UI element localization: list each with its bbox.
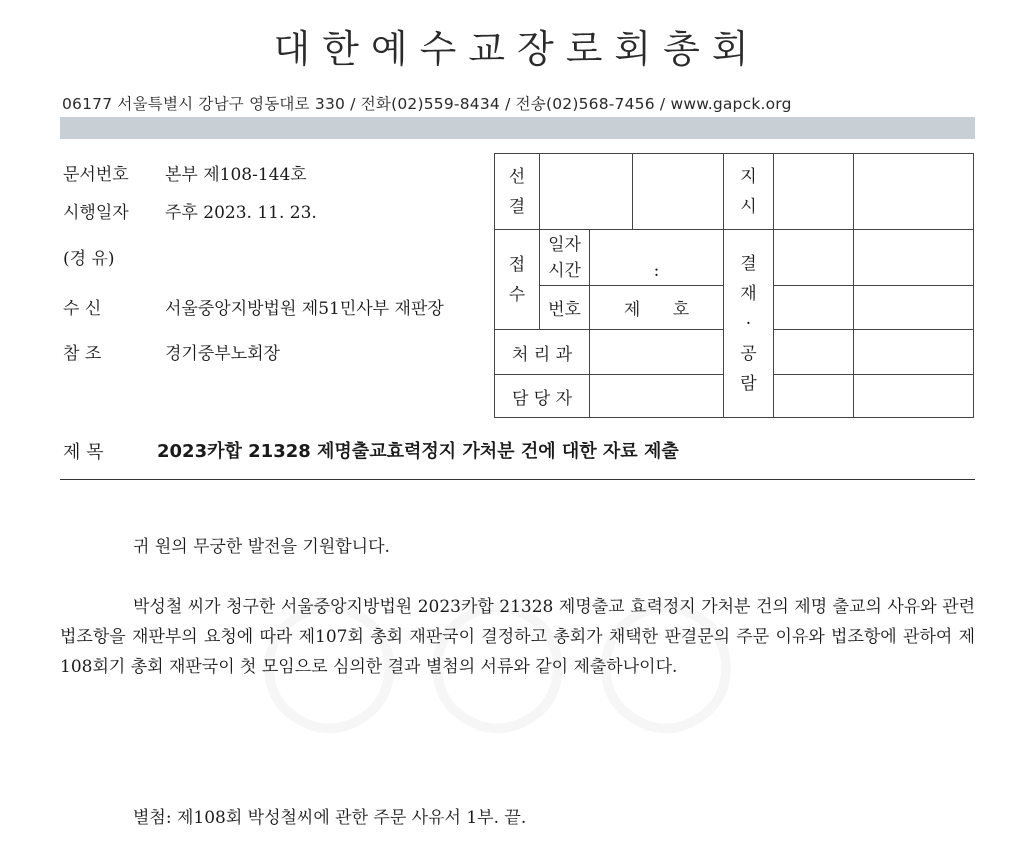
ji-si-cell [724,154,774,230]
issue-date-value: 주후 2023. 11. 23. [165,203,317,223]
issue-date-label: 시행일자 [63,203,129,223]
ji-char: 지 [740,166,757,187]
gyeol-char-2: 결 [740,253,757,274]
process-value-cell [590,330,724,375]
org-name: 대한예수교장로회총회 [273,27,761,71]
number-label: 번호 [548,300,581,320]
dot-char: · [745,313,752,334]
jeop-char: 접 [508,254,526,275]
ji-si-box-1 [774,154,854,230]
gyeol-jae-gong-ram-cell [724,230,774,418]
via-row [63,244,115,269]
su-char: 수 [508,284,526,305]
via-label: (경 유) [63,249,115,269]
body-paragraph: 박성철 씨가 청구한 서울중앙지방법원 2023카합 21328 제명출교 효력정지 가처분 건의 제명 출교의 사유와 관련 법조항을 재판부의 요청에 따라 제107회 총회 재판국이 결정하고 총회가 채택한 판결문의 주문 이유와 법조항에 관하여 제108회기 총회 재판국이 첫 모임으로 심의한 결과 별첨의 서류와 같이 제출하나이다. [60,597,975,677]
subject-label: 제 목 [63,442,104,463]
cc-value: 경기중부노회장 [165,344,280,364]
jae-char: 재 [740,283,757,304]
approval-table [494,153,974,418]
gyeol-box-1a [774,230,854,286]
number-value: 제 호 [623,300,690,320]
org-address: 06177 서울특별시 강남구 영동대로 330 / 전화(02)559-8434 / 전송(02)568-7456 / www.gapck.org [62,95,792,113]
gyeol-box-4a [774,375,854,418]
greeting: 귀 원의 무궁한 발전을 기원합니다. [133,537,390,557]
recipient-value: 서울중앙지방법원 제51민사부 재판장 [165,299,444,319]
manager-value-cell [590,375,724,418]
cc-label: 참 조 [63,344,102,364]
doc-number-label: 문서번호 [63,165,129,185]
recipient-label: 수 신 [63,299,102,319]
gong-char: 공 [740,343,757,364]
process-label-cell [495,330,590,375]
date-label: 일자 [548,234,581,255]
doc-number-value: 본부 제108-144호 [165,165,307,185]
date-time-label-cell [540,230,590,286]
seon-gyeol-cell [495,154,540,230]
gyeol-box-2b [854,286,974,330]
issue-date-row [63,198,317,223]
ram-char: 람 [740,373,757,394]
manager-label: 담 당 자 [511,388,573,409]
time-label: 시간 [548,260,581,281]
process-label: 처 리 과 [511,344,573,365]
recipient-row [63,294,444,319]
gyeol-box-1b [854,230,974,286]
cc-row [63,339,280,364]
date-time-value-cell [590,230,724,286]
gyeol-box-4b [854,375,974,418]
manager-label-cell [495,375,590,418]
gyeol-box-3a [774,330,854,375]
attachment-line: 별첨: 제108회 박성철씨에 관한 주문 사유서 1부. 끝. [133,808,527,828]
seon-gyeol-box-2 [633,154,724,230]
jeop-su-cell [495,230,540,330]
number-label-cell [540,286,590,330]
ji-si-box-2 [854,154,974,230]
number-value-cell [590,286,724,330]
subject-divider [60,479,975,480]
gyeol-box-2a [774,286,854,330]
header-band [60,117,975,139]
doc-number-row [63,160,307,185]
gyeol-char: 결 [508,196,526,217]
gyeol-box-3b [854,330,974,375]
seon-char: 선 [508,166,526,187]
seon-gyeol-box-1 [540,154,633,230]
time-sep: : [653,260,660,281]
subject-text: 2023카합 21328 제명출교효력정지 가처분 건에 대한 자료 제출 [157,441,679,462]
si-char: 시 [740,196,757,217]
